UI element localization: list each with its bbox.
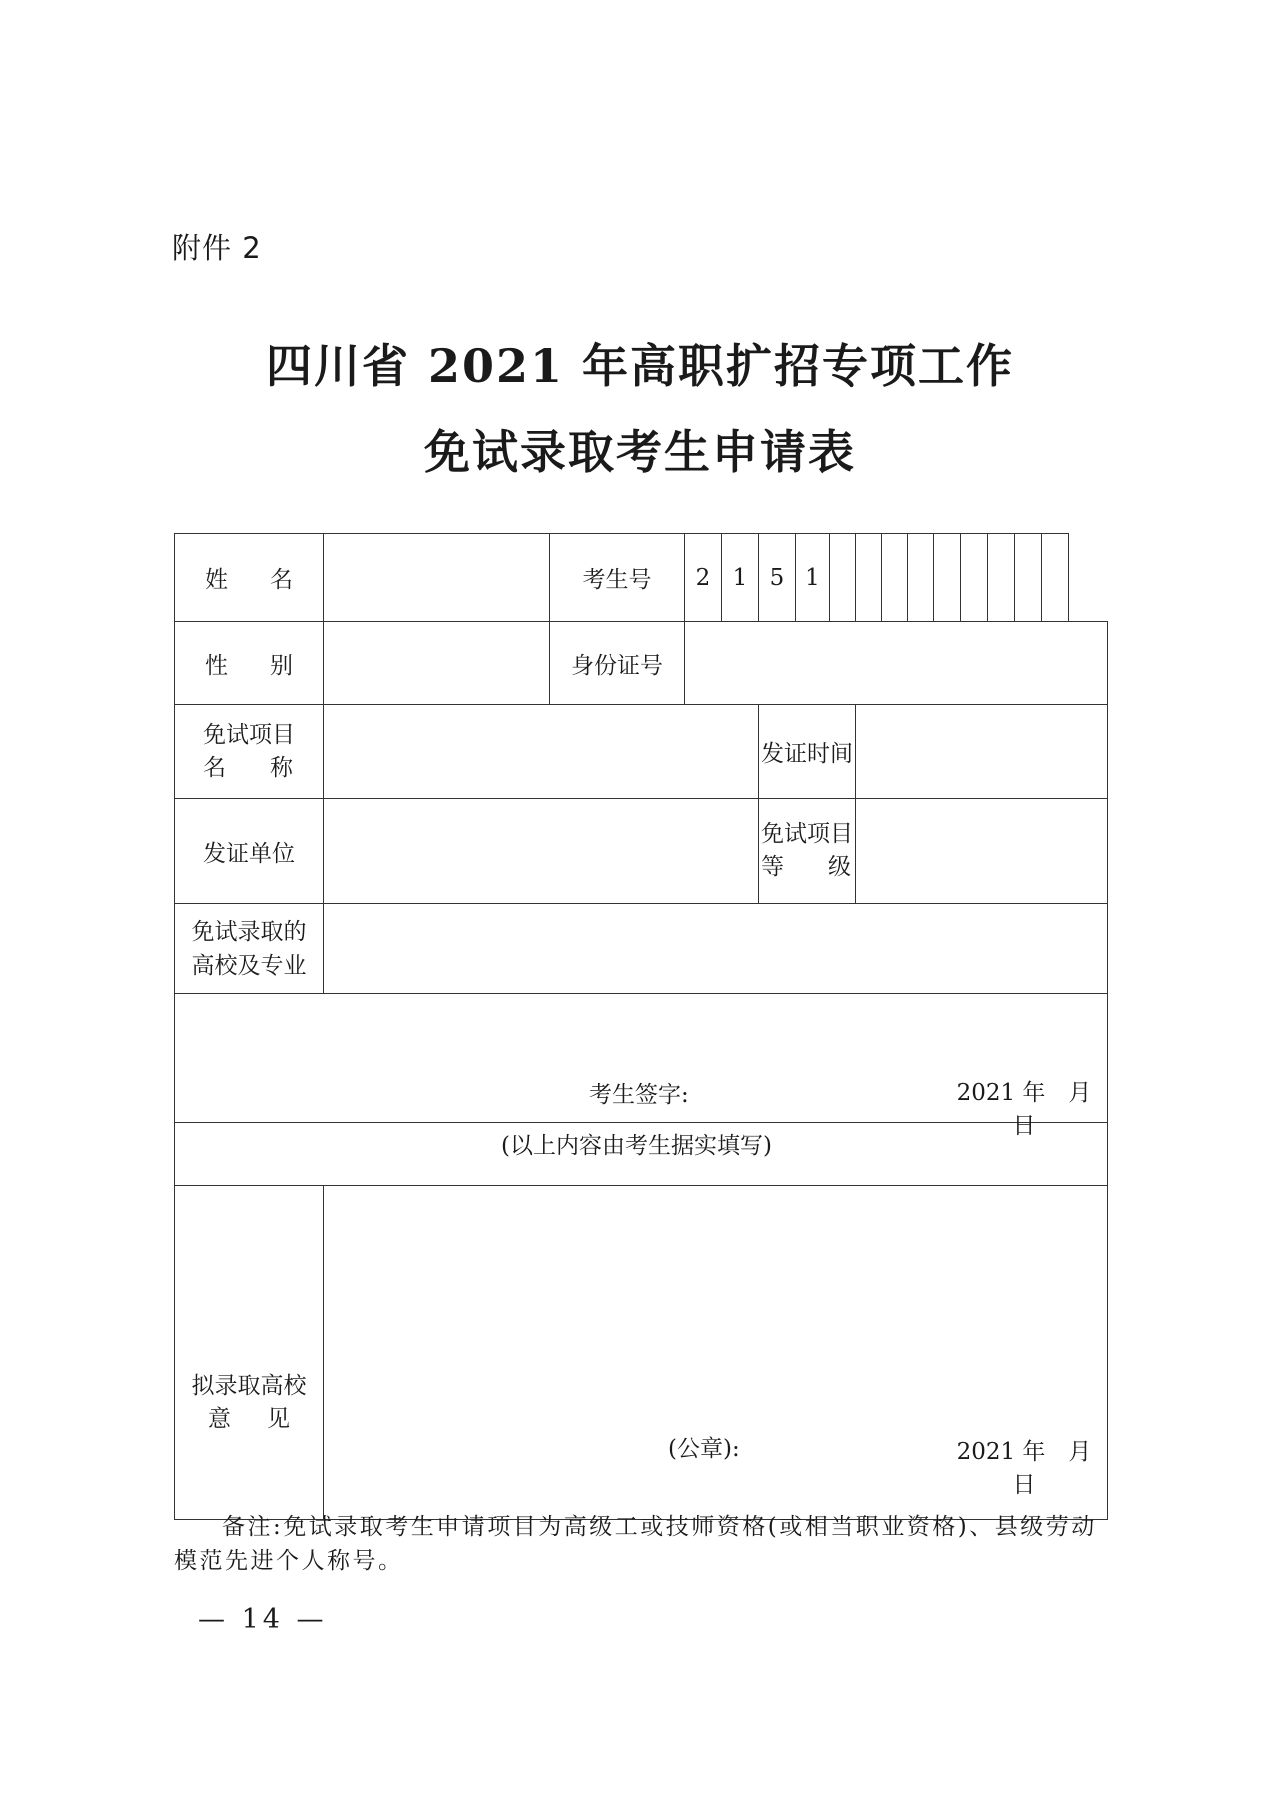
exam-no-digit[interactable] — [988, 534, 1015, 622]
school-opinion-label-char1: 意 — [208, 1405, 231, 1432]
name-label-cell — [175, 534, 324, 622]
exam-no-digit[interactable] — [830, 534, 856, 622]
exam-no-digit[interactable] — [856, 534, 882, 622]
exam-no-digit-4: 1 — [805, 564, 820, 591]
seal-label: (公章): — [668, 1436, 740, 1462]
issuer-label: 发证单位 — [175, 799, 324, 904]
gender-label-char1: 性 — [205, 652, 228, 679]
issuer-field[interactable] — [324, 799, 759, 904]
gender-label-cell — [175, 622, 324, 705]
signature-label: 考生签字: — [589, 1082, 689, 1108]
project-level-label-char1: 等 — [761, 854, 784, 880]
signature-cell[interactable] — [175, 994, 1115, 1139]
project-level-field[interactable] — [856, 799, 1108, 904]
school-major-label-line2: 高校及专业 — [191, 952, 307, 979]
gender-label-char2: 别 — [270, 652, 293, 679]
school-opinion-label-char2: 见 — [267, 1405, 290, 1432]
exam-no-digit[interactable] — [722, 534, 759, 622]
name-label-char1: 姓 — [205, 567, 228, 593]
project-level-label-line1: 免试项目 — [761, 821, 853, 847]
id-number-field[interactable] — [685, 622, 1108, 705]
project-level-label-cell — [759, 799, 856, 904]
project-name-label-char1: 名 — [203, 754, 226, 781]
exam-no-digit[interactable] — [685, 534, 722, 622]
exam-no-digit[interactable] — [759, 534, 796, 622]
page-number: — 14 — — [198, 1604, 328, 1635]
exam-no-digit[interactable] — [882, 534, 908, 622]
project-name-label-cell — [175, 705, 324, 799]
school-opinion-field[interactable] — [324, 1186, 1115, 1520]
issue-time-field[interactable] — [856, 705, 1108, 799]
id-number-label: 身份证号 — [550, 622, 685, 705]
gender-field[interactable] — [324, 622, 550, 705]
remark-note: 备注:免试录取考生申请项目为高级工或技师资格(或相当职业资格)、县级劳动模范先进个人称号。 — [174, 1514, 1097, 1574]
form-title-line1: 四川省 2021 年高职扩招专项工作 — [265, 339, 1015, 393]
school-opinion-label-cell — [175, 1186, 324, 1520]
project-name-label-char2: 称 — [270, 754, 293, 781]
application-form-table — [174, 533, 1115, 1520]
school-major-label-line1: 免试录取的 — [191, 918, 307, 945]
signature-date: 2021 年 月 日 — [956, 1080, 1115, 1139]
exam-no-digit[interactable] — [961, 534, 988, 622]
school-opinion-label-line1: 拟录取高校 — [191, 1372, 307, 1399]
name-label-char2: 名 — [270, 567, 293, 593]
exam-no-digit-3: 5 — [769, 564, 785, 591]
project-level-label-char2: 级 — [828, 854, 851, 880]
fill-note: (以上内容由考生据实填写) — [501, 1133, 772, 1159]
exam-no-digit-2: 1 — [732, 564, 748, 591]
school-major-label-cell — [175, 904, 324, 994]
school-major-field[interactable] — [324, 904, 1108, 994]
project-name-label-line1: 免试项目 — [203, 721, 295, 748]
exam-no-label: 考生号 — [550, 534, 685, 622]
exam-no-digit[interactable] — [908, 534, 934, 622]
exam-no-digit[interactable] — [796, 534, 830, 622]
seal-date: 2021 年 月 日 — [956, 1439, 1115, 1498]
exam-no-digit-1: 2 — [695, 564, 711, 591]
fill-note-cell — [175, 1123, 1108, 1186]
issue-time-label: 发证时间 — [759, 705, 856, 799]
exam-no-tail[interactable] — [1042, 534, 1069, 622]
form-title-line2: 免试录取考生申请表 — [424, 425, 856, 479]
exam-no-digit[interactable] — [1015, 534, 1042, 622]
name-field[interactable] — [324, 534, 550, 622]
exam-no-digit[interactable] — [934, 534, 961, 622]
project-name-field[interactable] — [324, 705, 759, 799]
attachment-label: 附件 2 — [172, 231, 262, 265]
